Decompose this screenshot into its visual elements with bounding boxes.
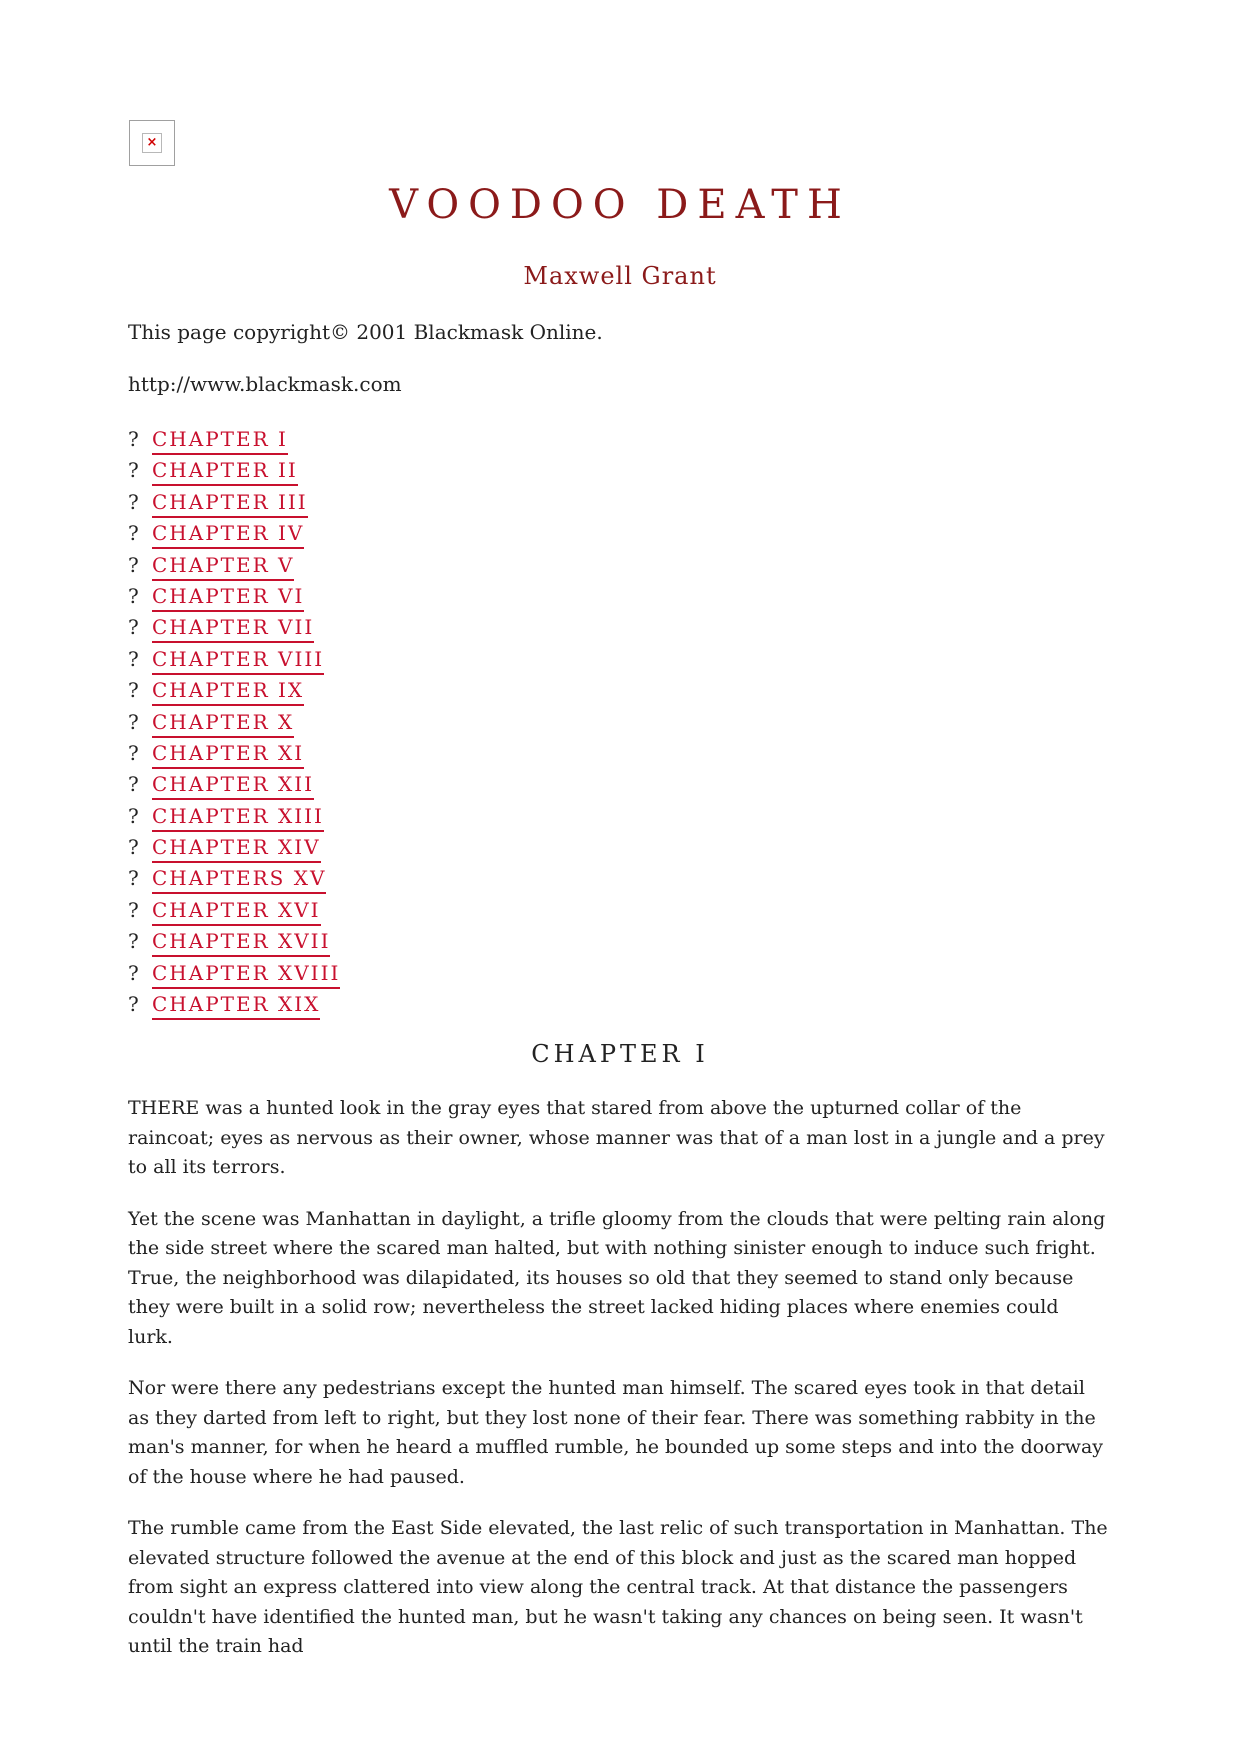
toc-bullet: ? — [128, 897, 139, 922]
toc-bullet: ? — [128, 740, 139, 765]
toc-item — [128, 675, 340, 706]
toc-item — [128, 769, 340, 800]
toc-link[interactable]: CHAPTER VIII — [152, 647, 324, 675]
toc-item — [128, 958, 340, 989]
toc-bullet: ? — [128, 615, 139, 640]
toc-link[interactable]: CHAPTER V — [152, 553, 294, 581]
toc-link[interactable]: CHAPTER VI — [152, 584, 304, 612]
body-paragraph: The rumble came from the East Side elevated, the last relic of such transportation in Manhattan. The elevated structure followed the avenue at the end of this block and just as the scared man hopped from sight an express clattered into view along the central track. At that distance the passengers couldn't have identified the hunted man, but he wasn't taking any chances on being seen. It wasn't until the train had — [128, 1517, 1108, 1657]
toc-bullet: ? — [128, 992, 139, 1017]
toc-item — [128, 832, 340, 863]
toc-link[interactable]: CHAPTER XII — [152, 772, 314, 800]
toc-item — [128, 801, 340, 832]
toc-bullet: ? — [128, 521, 139, 546]
toc-bullet: ? — [128, 552, 139, 577]
toc-bullet: ? — [128, 489, 139, 514]
toc-bullet: ? — [128, 678, 139, 703]
toc-bullet: ? — [128, 803, 139, 828]
broken-image-placeholder — [129, 120, 175, 166]
chapter-heading: CHAPTER I — [531, 1040, 709, 1068]
toc-link[interactable]: CHAPTER III — [152, 490, 308, 518]
toc-item — [128, 989, 340, 1020]
toc-link[interactable]: CHAPTER XVII — [152, 929, 330, 957]
toc-item — [128, 926, 340, 957]
toc-item — [128, 424, 340, 455]
toc-item — [128, 895, 340, 926]
toc-item — [128, 581, 340, 612]
toc-bullet: ? — [128, 929, 139, 954]
toc-item — [128, 707, 340, 738]
toc-bullet: ? — [128, 709, 139, 734]
body-paragraph: THERE was a hunted look in the gray eyes that stared from above the upturned collar of the raincoat; eyes as nervous as their owner, whose manner was that of a man lost in a jungle and a prey to all its terrors. — [128, 1097, 1105, 1178]
toc-item — [128, 455, 340, 486]
toc-link[interactable]: CHAPTER XI — [152, 741, 304, 769]
toc-item — [128, 644, 340, 675]
book-author: Maxwell Grant — [523, 262, 717, 290]
toc-bullet: ? — [128, 960, 139, 985]
toc-link[interactable]: CHAPTER II — [152, 458, 298, 486]
book-title: VOODOO DEATH — [389, 182, 851, 228]
body-paragraph: Yet the scene was Manhattan in daylight, a trifle gloomy from the clouds that were pelting rain along the side street where the scared man halted, but with nothing sinister enough to induce such fright. True, the neighborhood was dilapidated, its houses so old that they seemed to stand only because they were built in a solid row; nevertheless the street lacked hiding places where enemies could lurk. — [128, 1207, 1106, 1348]
toc-item — [128, 487, 340, 518]
toc-bullet: ? — [128, 835, 139, 860]
toc-item — [128, 738, 340, 769]
toc-link[interactable]: CHAPTER XVIII — [152, 961, 340, 989]
toc-link[interactable]: CHAPTER XVI — [152, 898, 321, 926]
toc-bullet: ? — [128, 772, 139, 797]
toc-link[interactable]: CHAPTER IV — [152, 521, 304, 549]
toc-link[interactable]: CHAPTERS XV — [152, 866, 326, 894]
toc-link[interactable]: CHAPTER XIII — [152, 804, 324, 832]
chapter-body — [128, 1094, 1108, 1684]
toc-link[interactable]: CHAPTER IX — [152, 678, 304, 706]
copyright-notice: This page copyright© 2001 Blackmask Online. — [128, 320, 603, 344]
toc-bullet: ? — [128, 646, 139, 671]
toc-link[interactable]: CHAPTER X — [152, 710, 294, 738]
toc-item — [128, 550, 340, 581]
toc-item — [128, 518, 340, 549]
source-url: http://www.blackmask.com — [128, 372, 402, 396]
toc-link[interactable]: CHAPTER VII — [152, 615, 314, 643]
table-of-contents — [128, 424, 340, 1024]
toc-item — [128, 612, 340, 643]
toc-bullet: ? — [128, 583, 139, 608]
toc-bullet: ? — [128, 427, 139, 451]
toc-bullet: ? — [128, 866, 139, 891]
toc-item — [128, 863, 340, 894]
toc-link[interactable]: CHAPTER I — [152, 427, 288, 455]
toc-link[interactable]: CHAPTER XIV — [152, 835, 321, 863]
toc-bullet: ? — [128, 458, 139, 483]
toc-link[interactable]: CHAPTER XIX — [152, 992, 320, 1020]
broken-image-icon: × — [142, 133, 162, 153]
body-paragraph: Nor were there any pedestrians except the hunted man himself. The scared eyes took in that detail as they darted from left to right, but they lost none of their fear. There was something rabbity in the man's manner, for when he heard a muffled rumble, he bounded up some steps and into the doorway of the house where he had paused. — [128, 1377, 1104, 1488]
